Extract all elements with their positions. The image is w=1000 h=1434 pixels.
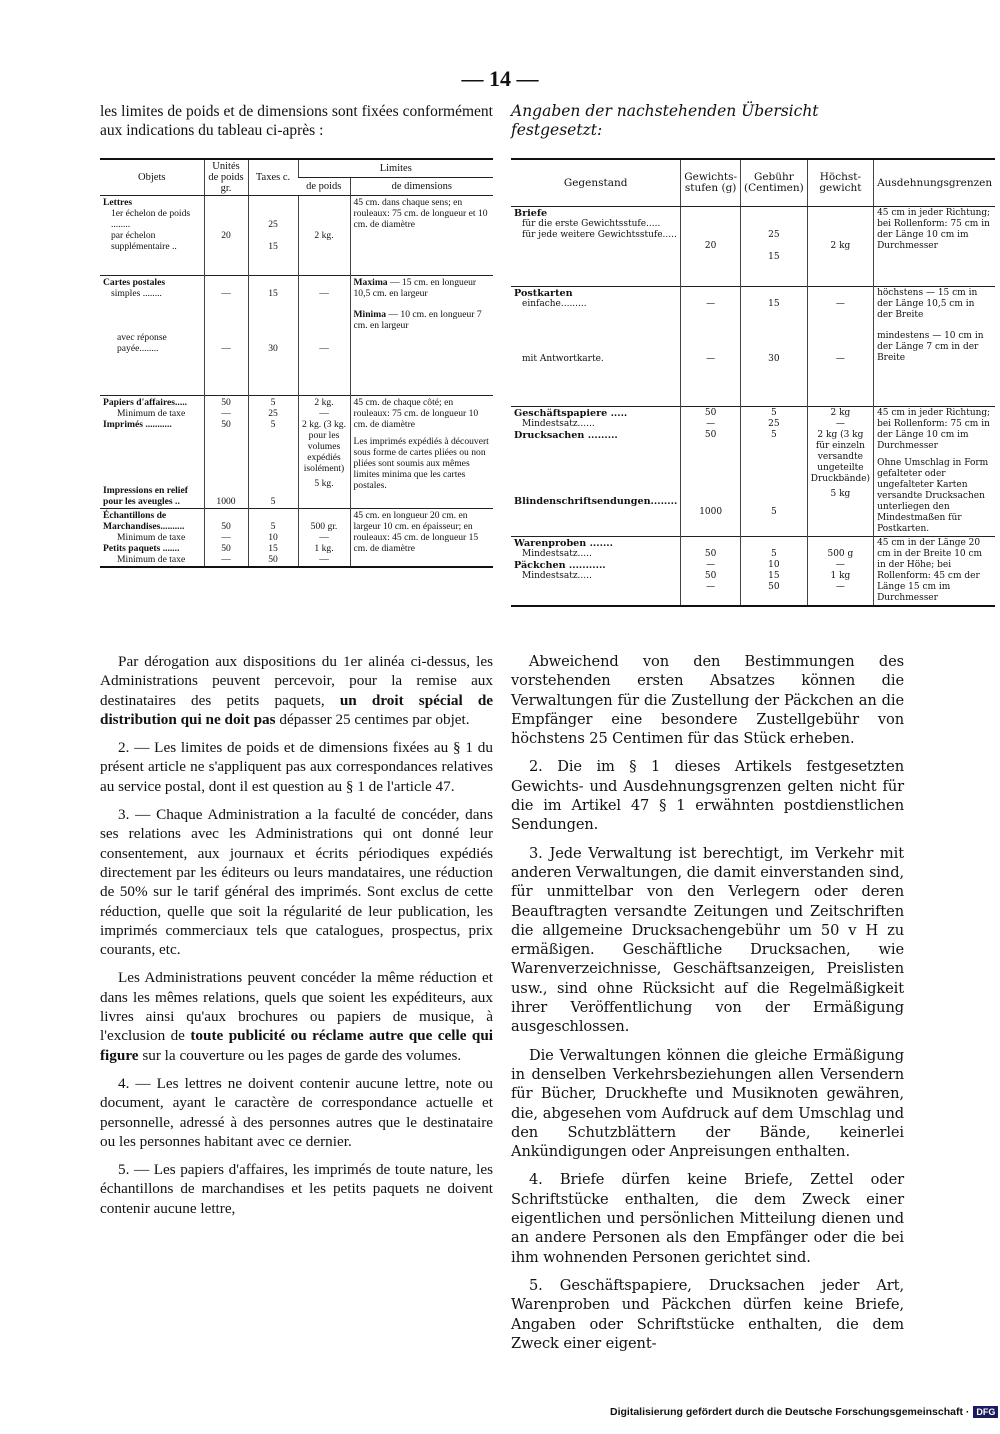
th-stufen: Gewichts-stufen (g) bbox=[681, 159, 741, 207]
row-label: Cartes postales bbox=[103, 277, 166, 288]
weight-value: 2 kg. bbox=[314, 397, 334, 408]
dims-value: 45 cm in jeder Richtung; bei Rollenform: 75 cm in der Länge 10 cm im Durchmesser bbox=[877, 208, 991, 251]
row-label: Imprimés ........... bbox=[103, 419, 172, 430]
dims-value: 10 cm. en longueur 7 cm. en largeur bbox=[353, 309, 482, 331]
tax-value: 10 bbox=[768, 560, 780, 570]
tax-value: 15 bbox=[268, 543, 278, 554]
paragraph-bold: toute publicité ou réclame autre que celle qui figure bbox=[100, 1027, 494, 1064]
dims-value: 15 cm in der Länge 10,5 cm in der Breite bbox=[877, 288, 978, 320]
th-dimensions: de dimensions bbox=[350, 178, 493, 196]
maxima-label: Maxima bbox=[353, 277, 388, 288]
weight-value: 500 gr. bbox=[310, 521, 338, 532]
paragraph: Par dérogation aux dispositions du 1er alinéa ci-dessus, les Administrations peuvent percevoir, pour la remise aux destinataires des petits paquets, bbox=[100, 653, 493, 709]
row-label: Päckchen ........... bbox=[514, 560, 606, 571]
table-row: Cartes postales simples ........ avec réponse payée........ — — 15 30 — — Maxima — 15 cm. en longueur 10,5 cm. en largeur Minima — 10 cm. en longueur 7 cm. en largeur bbox=[100, 276, 493, 396]
tax-value: 5 bbox=[270, 496, 276, 507]
row-sublabel: Mindestsatz...... bbox=[522, 419, 595, 429]
tax-value: 50 bbox=[268, 554, 278, 565]
tax-value: 30 bbox=[768, 354, 780, 364]
paragraph: 2. Die im § 1 dieses Artikels festgesetzten Gewichts- und Ausdehnungsgrenzen gelten nicht für die im Artikel 47 § 1 erwähnten postdienstlichen Sendungen. bbox=[511, 758, 904, 834]
tax-value: 25 bbox=[268, 219, 278, 230]
paragraph: 3. Jede Verwaltung ist berechtigt, im Verkehr mit anderen Verwaltungen, die damit einverstanden sind, für unmittelbar von den Verlegern oder deren Beauftragten versandte Zeitungen und Zeitschriften die allgemeine Drucksachengebühr um 50 v H zu ermäßigen. Geschäftliche Drucksachen, wie Warenverzeichnisse, Geschäftsanzeigen, Preislisten usw., sind ohne Rücksicht auf die Regelmäßigkeit ihrer Veröffentlichung von der Ermäßigung ausgeschlossen. bbox=[511, 844, 904, 1036]
unit-value: 50 bbox=[221, 419, 231, 430]
table-row: Postkarten einfache......... mit Antwortkarte. — — 15 30 — — höchstens — 15 cm in der Länge 10,5 cm in der Breite mindestens — 10 cm in der Länge 7 cm in der Breite bbox=[511, 287, 995, 407]
dash-value: — bbox=[319, 343, 329, 354]
unit-value: 50 bbox=[221, 521, 231, 532]
dims-value: 45 cm. en longueur 20 cm. en largeur 10 cm. en épaisseur; en rouleaux: 45 cm. de longueur 15 cm. de diamètre bbox=[353, 510, 479, 554]
tax-value: 15 bbox=[768, 252, 780, 262]
paragraph: Abweichend von den Bestimmungen des vorstehenden ersten Absatzes können die Verwaltungen für die Zustellung der Päckchen an die Empfänger eine besondere Zustellgebühr von höchstens 25 Centimen für das Stück erheben. bbox=[511, 653, 904, 748]
unit-value: 50 bbox=[704, 408, 717, 418]
row-label: Warenproben ....... bbox=[514, 538, 613, 549]
unit-value: 50 bbox=[221, 397, 231, 408]
th-grenzen: Ausdehnungsgrenzen bbox=[874, 159, 996, 207]
tax-value: 5 bbox=[771, 430, 777, 440]
footer-text: Digitalisierung gefördert durch die Deutsche Forschungsgemeinschaft · bbox=[610, 1406, 970, 1418]
tax-value: 5 bbox=[270, 521, 276, 532]
row-label: Papiers d'affaires..... bbox=[103, 397, 188, 408]
tax-value: 25 bbox=[268, 408, 278, 419]
paragraph: Die Verwaltungen können die gleiche Ermäßigung in denselben Verkehrsbeziehungen allen Versendern für Bücher, Druckhefte und Musiknoten gewähren, die, abgesehen vom Aufdruck auf dem Umschlag und den Schutzblättern der Bände, keinerlei Ankündigungen oder Anpreisungen enthalten. bbox=[511, 1046, 904, 1161]
left-paragraphs bbox=[100, 652, 493, 1227]
tax-value: 15 bbox=[768, 571, 780, 581]
unit-value: 50 bbox=[221, 543, 231, 554]
weight-value: 2 kg. bbox=[314, 230, 334, 241]
th-hoechst: Höchst-gewicht bbox=[807, 159, 873, 207]
paragraph: Les Administrations peuvent concéder la même réduction et dans les mêmes relations, quels que soient les expéditeurs, aux livres ainsi qu'aux brochures ou papiers de musique, à l'exclusion de bbox=[100, 969, 493, 1045]
weight-value: 2 kg bbox=[830, 408, 851, 418]
th-poids: de poids bbox=[298, 178, 350, 196]
footer-credit bbox=[610, 1406, 998, 1418]
row-label: Blindenschriftsendungen........ bbox=[514, 496, 678, 507]
weight-value: 1 kg. bbox=[314, 543, 334, 554]
table-row: Geschäftspapiere ..... Mindestsatz...... Drucksachen ......... Blindenschriftsendungen........ 50 — 50 1000 5 25 5 5 2 kg — 2 kg (3 kg für einzeln versandte ungeteilte Druckbände) 5 kg 45 cm in jeder Richtung; bei Rollenform: 75 cm in der Länge 10 cm im Durchmesser Ohne Umschlag in Form gefalteter oder ungefalteter Karten versandte Drucksachen unterliegen den Mindestmaßen für Postkarten. bbox=[511, 407, 995, 537]
th-limites: Limites bbox=[298, 159, 493, 178]
table-row: Papiers d'affaires..... Minimum de taxe Imprimés ........... Impressions en relief pour les aveugles .. 50 — 50 1000 5 25 5 5 2 kg. — 2 kg. (3 kg. pour les volumes expédiés isolément) 5 kg. 45 cm. de chaque côté; en rouleaux: 75 cm. de longueur 10 cm. de diamètre Les imprimés expédiés à découvert sous forme de cartes pliées ou non pliées sont soumis aux mêmes limites minima que les cartes postales. bbox=[100, 396, 493, 509]
right-paragraphs bbox=[511, 652, 904, 1362]
dash-value: — bbox=[221, 343, 231, 354]
dims-value: 45 cm. de chaque côté; en rouleaux: 75 cm. de longueur 10 cm. de diamètre bbox=[353, 397, 479, 430]
unit-value: 50 bbox=[704, 430, 717, 440]
unit-value: 50 bbox=[704, 549, 717, 559]
minima-label: Minima bbox=[353, 309, 387, 320]
row-label: Drucksachen ......... bbox=[514, 430, 618, 441]
row-sublabel: 1er échelon de poids ........ bbox=[111, 208, 191, 230]
row-sublabel: avec réponse payée........ bbox=[117, 332, 167, 354]
tax-value: 25 bbox=[768, 230, 780, 240]
tax-value: 5 bbox=[771, 408, 777, 418]
dims-value: 45 cm. dans chaque sens; en rouleaux: 75 cm. de longueur et 10 cm. de diamètre bbox=[353, 197, 488, 230]
dash-value: — bbox=[319, 288, 329, 299]
tax-value: 5 bbox=[771, 549, 777, 559]
row-label: Briefe bbox=[514, 208, 548, 219]
dash-value: — bbox=[221, 288, 231, 299]
th-taxes: Taxes c. bbox=[248, 159, 298, 196]
row-sublabel: einfache......... bbox=[522, 299, 587, 309]
weight-value: 2 kg bbox=[830, 241, 851, 251]
left-intro: les limites de poids et de dimensions sont fixées conformément aux indications du tableau ci-après : bbox=[100, 103, 493, 139]
weight-value: 500 g bbox=[827, 549, 854, 559]
tax-value: 50 bbox=[768, 582, 780, 592]
dash-value: — bbox=[706, 299, 716, 309]
row-sublabel: Mindestsatz..... bbox=[522, 571, 592, 581]
tax-value: 10 bbox=[268, 532, 278, 543]
row-sublabel: mit Antwortkarte. bbox=[522, 354, 604, 364]
right-limits-table bbox=[511, 158, 995, 607]
dims-value: 45 cm in jeder Richtung; bei Rollenform: 75 cm in der Länge 10 cm im Durchmesser bbox=[877, 408, 991, 451]
paragraph: 5. Geschäftspapiere, Drucksachen jeder Art, Warenproben und Päckchen dürfen keine Briefe, Angaben oder Schriftstücke enthalten, die dem Zweck einer eigent- bbox=[511, 1276, 904, 1352]
table-row: Échantillons de Marchandises.......... Minimum de taxe Petits paquets ....... Minimum de taxe 50 — 50 — 5 10 15 50 500 gr. — 1 kg. — 45 cm. en longueur 20 cm. en largeur 10 cm. en épaisseur; en rouleaux: 45 cm. de longueur 15 cm. de diamètre bbox=[100, 509, 493, 568]
tax-value: 5 bbox=[270, 397, 276, 408]
dash-value: — bbox=[835, 354, 845, 364]
paragraph: 2. — Les limites de poids et de dimensions fixées au § 1 du présent article ne s'appliquent pas aux correspondances relatives au service postal, dont il est question au § 1 de l'article 47. bbox=[100, 739, 493, 795]
weight-value: 5 kg. bbox=[314, 478, 334, 489]
table-row bbox=[511, 207, 995, 287]
paragraph-bold: un droit spécial de distribution qui ne doit pas bbox=[100, 691, 494, 728]
mindestens-label: mindestens bbox=[877, 331, 930, 341]
unit-value: 1000 bbox=[216, 496, 236, 507]
tax-value: 30 bbox=[268, 343, 278, 354]
paragraph: 4. Briefe dürfen keine Briefe, Zettel oder Schriftstücke enthalten, die dem Zweck einer eigentlichen und persönlichen Mitteilung dienen und an andere Personen als den Empfänger oder die bei ihm wohnenden Personen gerichtet sind. bbox=[511, 1171, 904, 1266]
dims-value: 45 cm in der Länge 20 cm in der Breite 10 cm in der Höhe; bei Rollenform: 45 cm der Länge 15 cm im Durchmesser bbox=[877, 538, 983, 603]
paragraph: 5. — Les papiers d'affaires, les imprimés de toute nature, les échantillons de marchandises et les petits paquets ne doivent contenir aucune lettre, bbox=[100, 1161, 493, 1217]
row-label: Postkarten bbox=[514, 288, 573, 299]
dims-value: 15 cm. en longueur 10,5 cm. en largeur bbox=[353, 277, 477, 299]
row-sublabel: simples ........ bbox=[111, 288, 162, 299]
table-row: Warenproben ....... Mindestsatz..... Päckchen ........... Mindestsatz..... 50 — 50 — 5 10 15 50 500 g — 1 kg — 45 cm in der Länge 20 cm in der Breite 10 cm in der Höhe; bei Rollenform: 45 cm der Länge 15 cm im Durchmesser bbox=[511, 537, 995, 607]
th-objets: Objets bbox=[100, 159, 204, 196]
tax-value: 15 bbox=[268, 288, 278, 299]
row-label: Échantillons de Marchandises.......... bbox=[103, 510, 185, 532]
page-number: — 14 — bbox=[461, 66, 539, 91]
note-value: Les imprimés expédiés à découvert sous forme de cartes pliées ou non pliées sont soumis aux mêmes limites minima que les cartes postales. bbox=[353, 436, 489, 491]
dims-value: 10 cm in der Länge 7 cm in der Breite bbox=[877, 331, 984, 363]
dash-value: — bbox=[835, 299, 845, 309]
left-limits-table bbox=[100, 158, 493, 568]
row-sublabel: Mindestsatz..... bbox=[522, 549, 592, 559]
weight-value: 2 kg (3 kg für einzeln versandte ungeteilte Druckbände) bbox=[810, 430, 871, 484]
tax-value: 15 bbox=[268, 241, 278, 252]
table-row bbox=[100, 196, 493, 276]
note-value: Ohne Umschlag in Form gefalteter oder ungefalteter Karten versandte Drucksachen unterliegen den Mindestmaßen für Postkarten. bbox=[877, 458, 989, 534]
unit-value: 1000 bbox=[699, 507, 723, 517]
weight-value: 1 kg bbox=[830, 571, 851, 581]
row-sublabel: Minimum de taxe bbox=[117, 554, 186, 565]
th-gebuehr: Gebühr (Centimen) bbox=[741, 159, 808, 207]
tax-value: 5 bbox=[771, 507, 777, 517]
paragraph: sur la couverture ou les pages de garde des volumes. bbox=[142, 1046, 462, 1064]
th-unites: Unités de poids gr. bbox=[204, 159, 248, 196]
row-label: Lettres bbox=[103, 197, 133, 208]
dfg-logo: DFG bbox=[973, 1406, 998, 1418]
paragraph: 4. — Les lettres ne doivent contenir aucune lettre, note ou document, ayant le caractère de correspondance actuelle et personnelle, adressé à des personnes autres que le destinataire ou les personnes habitant avec ce dernier. bbox=[100, 1074, 493, 1150]
weight-value: 2 kg. (3 kg. pour les volumes expédiés isolément) bbox=[302, 419, 346, 474]
paragraph: 3. — Chaque Administration a la faculté de concéder, dans ses relations avec les Administrations qui ont donné leur consentement, aux journaux et écrits périodiques expédiés directement par les éditeurs ou leurs mandataires, une réduction de 50% sur le tarif général des imprimés. Sont exclus de cette réduction, quelle que soit la régularité de leur publication, les imprimés commerciaux tels que catalogues, prospectus, prix courants, etc. bbox=[100, 806, 493, 959]
row-sublabel: Minimum de taxe bbox=[117, 408, 186, 419]
dash-value: — bbox=[706, 354, 716, 364]
th-gegenstand: Gegenstand bbox=[511, 159, 681, 207]
row-label: Impressions en relief pour les aveugles .. bbox=[103, 485, 188, 507]
hoechstens-label: höchstens bbox=[877, 288, 924, 298]
row-label: Petits paquets ....... bbox=[103, 543, 180, 554]
row-sublabel: für jede weitere Gewichtsstufe..... bbox=[522, 230, 677, 240]
weight-value: 5 kg bbox=[830, 489, 851, 499]
row-label: Geschäftspapiere ..... bbox=[514, 408, 628, 419]
paragraph: dépasser 25 centimes par objet. bbox=[279, 710, 470, 728]
unit-value: 50 bbox=[704, 571, 717, 581]
tax-value: 15 bbox=[768, 299, 780, 309]
unit-value: 20 bbox=[704, 241, 717, 251]
row-sublabel: par échelon supplémentaire .. bbox=[111, 230, 177, 252]
right-intro: Angaben der nachstehenden Übersicht festgesetzt: bbox=[511, 102, 819, 139]
unit-value: 20 bbox=[221, 230, 231, 241]
tax-value: 5 bbox=[270, 419, 276, 430]
row-sublabel: Minimum de taxe bbox=[117, 532, 186, 543]
row-sublabel: für die erste Gewichtsstufe..... bbox=[522, 219, 661, 229]
tax-value: 25 bbox=[768, 419, 780, 429]
